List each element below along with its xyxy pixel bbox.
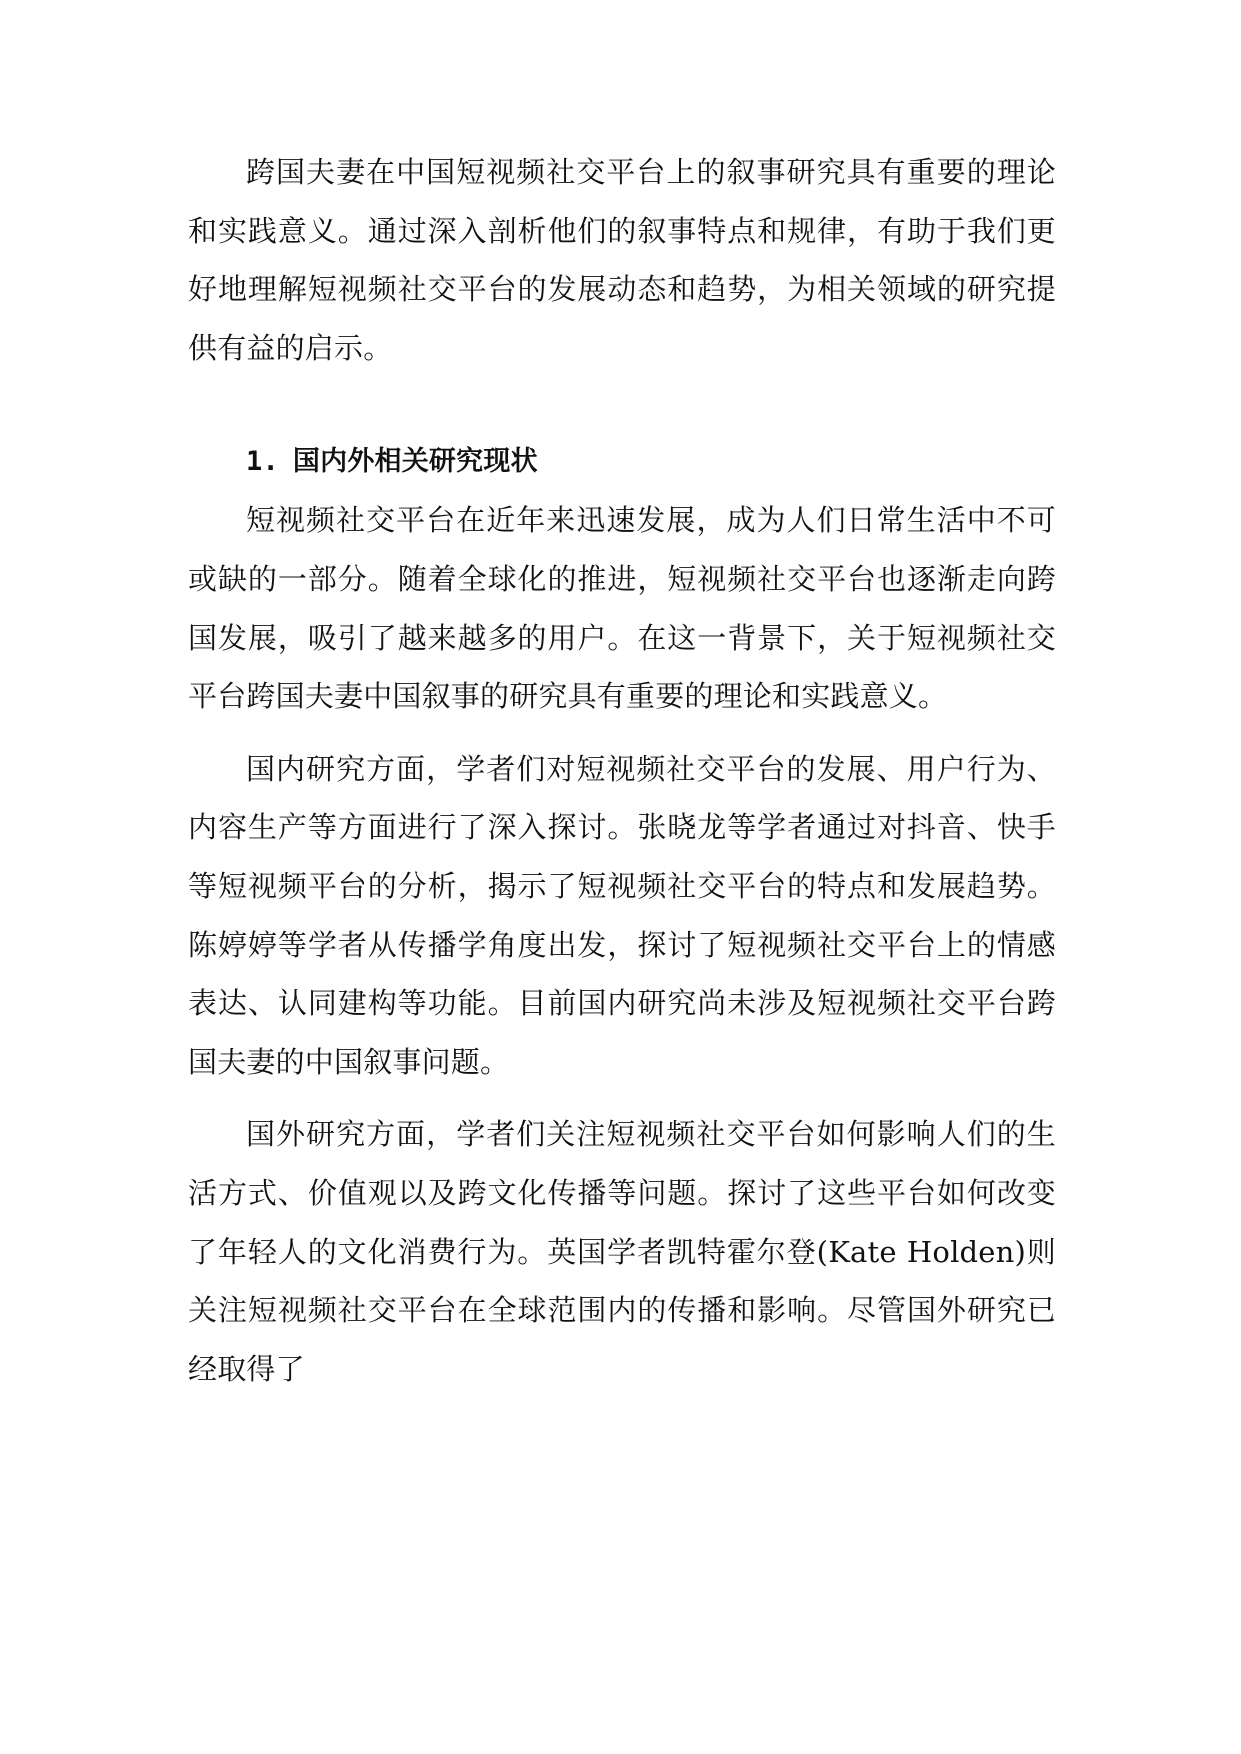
body-paragraph-2: 国内研究方面，学者们对短视频社交平台的发展、用户行为、内容生产等方面进行了深入探讨。张晓龙等学者通过对抖音、快手等短视频平台的分析，揭示了短视频社交平台的特点和发展趋势。陈婷婷等学者从传播学角度出发，探讨了短视频社交平台上的情感表达、认同建构等功能。目前国内研究尚未涉及短视频社交平台跨国夫妻的中国叙事问题。	[188, 751, 1056, 1079]
body-paragraph-1: 短视频社交平台在近年来迅速发展，成为人们日常生活中不可或缺的一部分。随着全球化的推进，短视频社交平台也逐渐走向跨国发展，吸引了越来越多的用户。在这一背景下，关于短视频社交平台跨国夫妻中国叙事的研究具有重要的理论和实践意义。	[188, 503, 1056, 714]
body-paragraph-3: 国外研究方面，学者们关注短视频社交平台如何影响人们的生活方式、价值观以及跨文化传播等问题。探讨了这些平台如何改变了年轻人的文化消费行为。英国学者凯特霍尔登(Kate Holden)则关注短视频社交平台在全球范围内的传播和影响。尽管国外研究已经取得了	[188, 1117, 1056, 1386]
section-spacer	[188, 377, 1056, 419]
intro-paragraph: 跨国夫妻在中国短视频社交平台上的叙事研究具有重要的理论和实践意义。通过深入剖析他们的叙事特点和规律，有助于我们更好地理解短视频社交平台的发展动态和趋势，为相关领域的研究提供有益的启示。	[188, 155, 1056, 365]
document-body	[188, 143, 1056, 1398]
section-title: 国内外相关研究现状	[292, 446, 538, 478]
section-number: 1.	[246, 446, 279, 478]
section-heading	[188, 433, 1056, 491]
